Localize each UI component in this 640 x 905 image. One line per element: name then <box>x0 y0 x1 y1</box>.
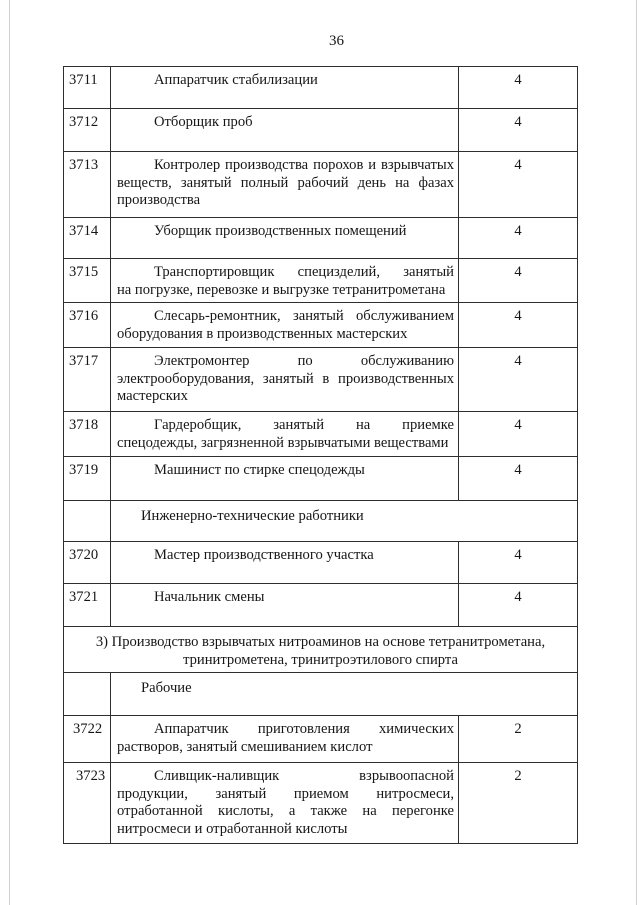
row-title-line: Транспортировщик специзделий, занятый <box>154 264 454 280</box>
row-code: 3723 <box>64 763 111 844</box>
row-code: 3721 <box>64 584 111 627</box>
table-row <box>64 457 578 501</box>
row-code-empty <box>64 673 111 716</box>
section-heading <box>64 627 578 673</box>
row-code: 3713 <box>64 152 111 218</box>
row-value: 4 <box>459 218 578 259</box>
row-value: 4 <box>459 67 578 109</box>
row-title-line: электрооборудования, занятый в производственных <box>117 370 454 387</box>
row-title-line: на погрузке, перевозке и выгрузке тетранитрометана <box>117 281 446 298</box>
row-title <box>111 348 459 412</box>
row-code: 3716 <box>64 303 111 348</box>
row-title-line: отработанной кислоты, а также на перегонке <box>117 803 454 819</box>
table-row <box>64 348 578 412</box>
row-title-line: Начальник смены <box>154 589 265 605</box>
row-title-line: производства <box>117 192 201 208</box>
row-title-line: растворов, занятый смешиванием кислот <box>117 738 373 755</box>
row-value: 4 <box>459 259 578 303</box>
page-number: 36 <box>329 33 344 49</box>
row-title-line: оборудования в производственных мастерских <box>117 325 408 342</box>
row-title <box>111 716 459 763</box>
row-value: 4 <box>459 542 578 584</box>
group-heading: Рабочие <box>111 673 578 716</box>
row-title-line: Гардеробщик, занятый на приемке <box>154 417 454 433</box>
row-value: 4 <box>459 109 578 152</box>
table-row <box>64 716 578 763</box>
table-row <box>64 218 578 259</box>
table-row <box>64 259 578 303</box>
row-value: 4 <box>459 584 578 627</box>
row-title-line: мастерских <box>117 388 188 404</box>
row-title <box>111 412 459 457</box>
row-title-line: Электромонтер по обслуживанию <box>154 353 454 369</box>
row-code-empty <box>64 501 111 542</box>
row-title-line: Аппаратчик приготовления химических <box>154 721 454 737</box>
row-title-line: продукции, занятый приемом нитросмеси, <box>117 785 454 802</box>
row-title <box>111 584 459 627</box>
row-value: 4 <box>459 152 578 218</box>
profession-table <box>63 66 578 844</box>
scan-edge-left <box>9 0 10 905</box>
group-row <box>64 673 578 716</box>
row-title <box>111 542 459 584</box>
row-title-line: нитросмеси и отработанной кислоты <box>117 820 348 837</box>
row-title-line: Машинист по стирке спецодежды <box>154 462 365 478</box>
row-value: 2 <box>459 763 578 844</box>
row-title-line: Аппаратчик стабилизации <box>154 72 318 88</box>
row-title <box>111 218 459 259</box>
table-row <box>64 152 578 218</box>
table-row <box>64 584 578 627</box>
row-code: 3717 <box>64 348 111 412</box>
row-title <box>111 763 459 844</box>
row-code: 3711 <box>64 67 111 109</box>
table-row <box>64 412 578 457</box>
section-row <box>64 627 578 673</box>
row-title-line: спецодежды, загрязненной взрывчатыми веществами <box>117 434 449 451</box>
row-title <box>111 109 459 152</box>
row-title <box>111 303 459 348</box>
row-code: 3720 <box>64 542 111 584</box>
row-title-line: Контролер производства порохов и взрывчатых <box>154 157 454 173</box>
row-title-line: Слесарь-ремонтник, занятый обслуживанием <box>154 308 454 324</box>
row-title-line: Мастер производственного участка <box>154 547 374 563</box>
group-heading: Инженерно-технические работники <box>111 501 578 542</box>
row-code: 3719 <box>64 457 111 501</box>
row-value: 4 <box>459 457 578 501</box>
row-title-line: Уборщик производственных помещений <box>154 223 407 239</box>
row-title-line: Отборщик проб <box>154 114 253 130</box>
table-row <box>64 763 578 844</box>
row-title <box>111 152 459 218</box>
row-code: 3714 <box>64 218 111 259</box>
row-value: 4 <box>459 412 578 457</box>
row-value: 4 <box>459 348 578 412</box>
row-value: 2 <box>459 716 578 763</box>
section-heading-line: 3) Производство взрывчатых нитроаминов на основе тетранитрометана, <box>95 634 546 650</box>
table-row <box>64 109 578 152</box>
row-code: 3712 <box>64 109 111 152</box>
row-title <box>111 259 459 303</box>
table-row <box>64 303 578 348</box>
row-value: 4 <box>459 303 578 348</box>
row-code: 3715 <box>64 259 111 303</box>
row-code: 3722 <box>64 716 111 763</box>
row-code: 3718 <box>64 412 111 457</box>
row-title-line: Сливщик-наливщик взрывоопасной <box>154 768 454 784</box>
scan-edge-right <box>636 0 637 905</box>
row-title-line: веществ, занятый полный рабочий день на фазах <box>117 174 454 191</box>
table-row <box>64 542 578 584</box>
table-row <box>64 67 578 109</box>
row-title <box>111 67 459 109</box>
section-heading-line: тринитрометена, тринитроэтилового спирта <box>183 651 458 668</box>
row-title <box>111 457 459 501</box>
group-row <box>64 501 578 542</box>
